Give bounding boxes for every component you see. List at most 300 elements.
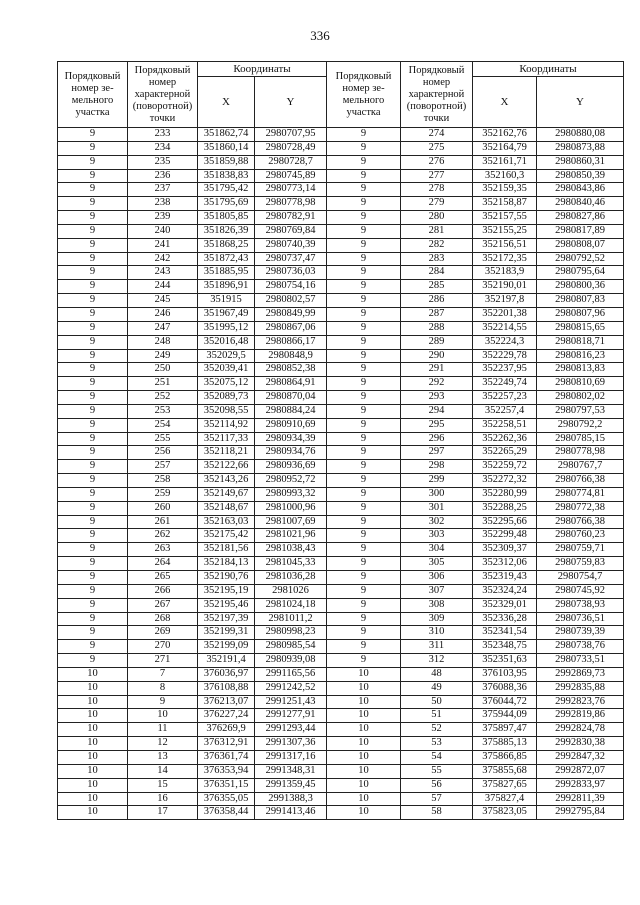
cell-x-coordinate: 352195,46	[198, 598, 255, 612]
cell-x-coordinate-right: 375866,85	[473, 750, 537, 764]
cell-y-coordinate: 2980740,39	[255, 238, 327, 252]
cell-plot-number-right: 9	[327, 543, 401, 557]
cell-y-coordinate-right: 2980795,64	[537, 266, 624, 280]
cell-point-number: 11	[128, 723, 198, 737]
cell-x-coordinate: 352149,67	[198, 487, 255, 501]
cell-x-coordinate: 352029,5	[198, 349, 255, 363]
cell-plot-number-right: 9	[327, 294, 401, 308]
cell-plot-number: 9	[58, 197, 128, 211]
table-row	[58, 515, 624, 529]
cell-plot-number: 9	[58, 501, 128, 515]
cell-y-coordinate-right: 2980807,83	[537, 294, 624, 308]
cell-y-coordinate: 2980866,17	[255, 335, 327, 349]
cell-plot-number: 9	[58, 266, 128, 280]
cell-plot-number: 10	[58, 764, 128, 778]
cell-y-coordinate-right: 2980800,36	[537, 280, 624, 294]
header-y: Y	[255, 77, 327, 128]
cell-y-coordinate-right: 2992872,07	[537, 764, 624, 778]
cell-x-coordinate: 376355,05	[198, 792, 255, 806]
cell-point-number-right: 294	[401, 404, 473, 418]
header-coordinates-right: Координаты	[473, 62, 624, 77]
cell-x-coordinate-right: 352249,74	[473, 377, 537, 391]
cell-point-number: 253	[128, 404, 198, 418]
cell-x-coordinate: 351862,74	[198, 128, 255, 142]
cell-plot-number-right: 9	[327, 266, 401, 280]
cell-plot-number: 9	[58, 474, 128, 488]
table-row	[58, 598, 624, 612]
table-row	[58, 238, 624, 252]
cell-plot-number: 9	[58, 584, 128, 598]
cell-point-number-right: 309	[401, 612, 473, 626]
cell-y-coordinate: 2980802,57	[255, 294, 327, 308]
cell-x-coordinate: 376036,97	[198, 667, 255, 681]
cell-point-number: 263	[128, 543, 198, 557]
cell-plot-number: 10	[58, 737, 128, 751]
cell-x-coordinate: 351838,83	[198, 169, 255, 183]
table-row	[58, 335, 624, 349]
cell-x-coordinate: 351995,12	[198, 321, 255, 335]
cell-plot-number-right: 10	[327, 764, 401, 778]
cell-y-coordinate-right: 2980759,71	[537, 543, 624, 557]
table-row	[58, 571, 624, 585]
cell-plot-number: 9	[58, 155, 128, 169]
cell-x-coordinate: 352039,41	[198, 363, 255, 377]
cell-plot-number-right: 9	[327, 349, 401, 363]
cell-point-number-right: 53	[401, 737, 473, 751]
cell-x-coordinate: 352118,21	[198, 446, 255, 460]
cell-y-coordinate-right: 2992847,32	[537, 750, 624, 764]
cell-point-number: 260	[128, 501, 198, 515]
cell-point-number-right: 287	[401, 307, 473, 321]
cell-point-number: 248	[128, 335, 198, 349]
cell-y-coordinate: 2980952,72	[255, 474, 327, 488]
cell-plot-number: 9	[58, 640, 128, 654]
cell-point-number-right: 52	[401, 723, 473, 737]
cell-x-coordinate-right: 352280,99	[473, 487, 537, 501]
cell-point-number-right: 291	[401, 363, 473, 377]
cell-point-number: 13	[128, 750, 198, 764]
cell-x-coordinate-right: 375823,05	[473, 806, 537, 820]
cell-plot-number: 9	[58, 529, 128, 543]
table-header	[58, 62, 624, 128]
cell-x-coordinate-right: 352237,95	[473, 363, 537, 377]
cell-point-number-right: 304	[401, 543, 473, 557]
cell-y-coordinate-right: 2980840,46	[537, 197, 624, 211]
cell-point-number: 241	[128, 238, 198, 252]
table-row	[58, 557, 624, 571]
cell-x-coordinate-right: 352351,63	[473, 654, 537, 668]
cell-point-number: 271	[128, 654, 198, 668]
cell-x-coordinate-right: 375827,65	[473, 778, 537, 792]
cell-point-number-right: 275	[401, 141, 473, 155]
cell-plot-number-right: 9	[327, 654, 401, 668]
cell-y-coordinate-right: 2980759,83	[537, 557, 624, 571]
cell-x-coordinate-right: 352214,55	[473, 321, 537, 335]
table-row	[58, 723, 624, 737]
table-row	[58, 197, 624, 211]
cell-point-number-right: 58	[401, 806, 473, 820]
cell-y-coordinate-right: 2980810,69	[537, 377, 624, 391]
table-row	[58, 183, 624, 197]
cell-x-coordinate-right: 375897,47	[473, 723, 537, 737]
cell-x-coordinate: 351885,95	[198, 266, 255, 280]
cell-x-coordinate-right: 352201,38	[473, 307, 537, 321]
header-point-number-right: Порядковый номер характерной (поворотной) точки	[401, 62, 473, 128]
table-row	[58, 252, 624, 266]
cell-x-coordinate: 376353,94	[198, 764, 255, 778]
cell-point-number-right: 279	[401, 197, 473, 211]
table-row	[58, 141, 624, 155]
table-row	[58, 377, 624, 391]
cell-point-number-right: 283	[401, 252, 473, 266]
table-row	[58, 487, 624, 501]
table-row	[58, 584, 624, 598]
cell-y-coordinate-right: 2980873,88	[537, 141, 624, 155]
cell-x-coordinate: 352163,03	[198, 515, 255, 529]
cell-point-number: 262	[128, 529, 198, 543]
cell-point-number: 265	[128, 571, 198, 585]
cell-x-coordinate-right: 352229,78	[473, 349, 537, 363]
cell-x-coordinate-right: 352258,51	[473, 418, 537, 432]
cell-plot-number-right: 9	[327, 404, 401, 418]
cell-x-coordinate: 376358,44	[198, 806, 255, 820]
cell-plot-number-right: 9	[327, 363, 401, 377]
cell-plot-number: 9	[58, 571, 128, 585]
cell-plot-number: 9	[58, 612, 128, 626]
cell-y-coordinate: 2980737,47	[255, 252, 327, 266]
cell-y-coordinate: 2991388,3	[255, 792, 327, 806]
cell-y-coordinate: 2991317,16	[255, 750, 327, 764]
cell-x-coordinate-right: 352160,3	[473, 169, 537, 183]
cell-plot-number: 9	[58, 307, 128, 321]
cell-x-coordinate: 352143,26	[198, 474, 255, 488]
cell-y-coordinate-right: 2980778,98	[537, 446, 624, 460]
cell-x-coordinate-right: 376044,72	[473, 695, 537, 709]
cell-y-coordinate-right: 2980807,96	[537, 307, 624, 321]
cell-x-coordinate: 352197,39	[198, 612, 255, 626]
cell-y-coordinate-right: 2980843,86	[537, 183, 624, 197]
cell-point-number: 9	[128, 695, 198, 709]
cell-y-coordinate: 2981038,43	[255, 543, 327, 557]
table-row	[58, 737, 624, 751]
cell-y-coordinate: 2980985,54	[255, 640, 327, 654]
cell-x-coordinate-right: 352155,25	[473, 224, 537, 238]
cell-plot-number: 9	[58, 294, 128, 308]
cell-point-number: 10	[128, 709, 198, 723]
cell-plot-number: 9	[58, 626, 128, 640]
table-row	[58, 294, 624, 308]
cell-plot-number-right: 9	[327, 224, 401, 238]
cell-y-coordinate-right: 2980774,81	[537, 487, 624, 501]
cell-y-coordinate-right: 2992823,76	[537, 695, 624, 709]
table-row	[58, 363, 624, 377]
cell-point-number: 246	[128, 307, 198, 321]
cell-x-coordinate-right: 352299,48	[473, 529, 537, 543]
cell-plot-number: 9	[58, 404, 128, 418]
cell-plot-number-right: 9	[327, 460, 401, 474]
cell-y-coordinate: 2980936,69	[255, 460, 327, 474]
cell-point-number-right: 288	[401, 321, 473, 335]
cell-y-coordinate-right: 2980736,51	[537, 612, 624, 626]
cell-y-coordinate-right: 2980797,53	[537, 404, 624, 418]
table-row	[58, 626, 624, 640]
table-row	[58, 792, 624, 806]
cell-y-coordinate-right: 2992830,38	[537, 737, 624, 751]
cell-point-number: 252	[128, 391, 198, 405]
cell-point-number-right: 56	[401, 778, 473, 792]
cell-y-coordinate-right: 2980733,51	[537, 654, 624, 668]
cell-x-coordinate-right: 352272,32	[473, 474, 537, 488]
cell-y-coordinate: 2981021,96	[255, 529, 327, 543]
cell-y-coordinate: 2980852,38	[255, 363, 327, 377]
cell-point-number: 251	[128, 377, 198, 391]
cell-plot-number: 9	[58, 487, 128, 501]
cell-plot-number: 9	[58, 349, 128, 363]
cell-x-coordinate-right: 352224,3	[473, 335, 537, 349]
cell-x-coordinate-right: 375944,09	[473, 709, 537, 723]
cell-y-coordinate: 2980849,99	[255, 307, 327, 321]
table-row	[58, 764, 624, 778]
cell-y-coordinate: 2980728,49	[255, 141, 327, 155]
cell-point-number-right: 286	[401, 294, 473, 308]
cell-y-coordinate: 2981036,28	[255, 571, 327, 585]
cell-plot-number-right: 9	[327, 128, 401, 142]
cell-point-number: 14	[128, 764, 198, 778]
cell-x-coordinate-right: 352312,06	[473, 557, 537, 571]
cell-y-coordinate-right: 2980767,7	[537, 460, 624, 474]
table-row	[58, 432, 624, 446]
cell-point-number: 250	[128, 363, 198, 377]
cell-point-number-right: 297	[401, 446, 473, 460]
cell-x-coordinate-right: 352329,01	[473, 598, 537, 612]
cell-y-coordinate: 2991242,52	[255, 681, 327, 695]
cell-plot-number-right: 10	[327, 723, 401, 737]
cell-x-coordinate-right: 352324,24	[473, 584, 537, 598]
cell-plot-number-right: 9	[327, 169, 401, 183]
cell-x-coordinate-right: 352348,75	[473, 640, 537, 654]
table-row	[58, 640, 624, 654]
cell-x-coordinate: 352098,55	[198, 404, 255, 418]
cell-y-coordinate-right: 2980815,65	[537, 321, 624, 335]
cell-point-number-right: 50	[401, 695, 473, 709]
cell-y-coordinate: 2991359,45	[255, 778, 327, 792]
cell-point-number-right: 280	[401, 211, 473, 225]
cell-y-coordinate-right: 2980738,93	[537, 598, 624, 612]
cell-point-number: 270	[128, 640, 198, 654]
cell-plot-number: 10	[58, 681, 128, 695]
cell-plot-number-right: 9	[327, 626, 401, 640]
cell-y-coordinate: 2980884,24	[255, 404, 327, 418]
cell-point-number: 257	[128, 460, 198, 474]
cell-plot-number-right: 9	[327, 571, 401, 585]
cell-x-coordinate-right: 375885,13	[473, 737, 537, 751]
cell-y-coordinate: 2980993,32	[255, 487, 327, 501]
cell-y-coordinate: 2980728,7	[255, 155, 327, 169]
header-x-right: X	[473, 77, 537, 128]
cell-x-coordinate-right: 352257,4	[473, 404, 537, 418]
cell-x-coordinate-right: 352257,23	[473, 391, 537, 405]
cell-point-number: 268	[128, 612, 198, 626]
cell-point-number: 236	[128, 169, 198, 183]
cell-point-number: 264	[128, 557, 198, 571]
cell-x-coordinate-right: 352156,51	[473, 238, 537, 252]
cell-point-number: 234	[128, 141, 198, 155]
cell-x-coordinate: 352175,42	[198, 529, 255, 543]
cell-y-coordinate-right: 2980850,39	[537, 169, 624, 183]
cell-point-number-right: 292	[401, 377, 473, 391]
cell-point-number: 15	[128, 778, 198, 792]
cell-plot-number-right: 10	[327, 681, 401, 695]
cell-y-coordinate: 2991348,31	[255, 764, 327, 778]
cell-x-coordinate: 376269,9	[198, 723, 255, 737]
cell-plot-number-right: 9	[327, 487, 401, 501]
cell-plot-number: 10	[58, 792, 128, 806]
cell-point-number-right: 311	[401, 640, 473, 654]
table-row	[58, 654, 624, 668]
cell-y-coordinate: 2981011,2	[255, 612, 327, 626]
cell-x-coordinate: 351826,39	[198, 224, 255, 238]
cell-x-coordinate-right: 375827,4	[473, 792, 537, 806]
cell-x-coordinate: 352148,67	[198, 501, 255, 515]
cell-point-number: 244	[128, 280, 198, 294]
cell-y-coordinate-right: 2980880,08	[537, 128, 624, 142]
cell-y-coordinate-right: 2980754,7	[537, 571, 624, 585]
table-row	[58, 169, 624, 183]
cell-plot-number: 9	[58, 391, 128, 405]
cell-plot-number-right: 9	[327, 432, 401, 446]
cell-x-coordinate: 351795,42	[198, 183, 255, 197]
cell-plot-number: 10	[58, 667, 128, 681]
cell-x-coordinate: 376361,74	[198, 750, 255, 764]
cell-x-coordinate-right: 352309,37	[473, 543, 537, 557]
cell-plot-number-right: 9	[327, 155, 401, 169]
cell-point-number-right: 289	[401, 335, 473, 349]
cell-y-coordinate: 2980782,91	[255, 211, 327, 225]
cell-plot-number-right: 9	[327, 307, 401, 321]
cell-y-coordinate-right: 2980792,52	[537, 252, 624, 266]
cell-plot-number-right: 10	[327, 667, 401, 681]
cell-plot-number-right: 10	[327, 737, 401, 751]
cell-y-coordinate: 2980754,16	[255, 280, 327, 294]
cell-x-coordinate: 352075,12	[198, 377, 255, 391]
cell-point-number-right: 300	[401, 487, 473, 501]
cell-plot-number-right: 9	[327, 640, 401, 654]
cell-plot-number-right: 9	[327, 252, 401, 266]
cell-plot-number-right: 9	[327, 557, 401, 571]
cell-x-coordinate-right: 352157,55	[473, 211, 537, 225]
cell-plot-number-right: 9	[327, 391, 401, 405]
cell-plot-number: 9	[58, 446, 128, 460]
cell-plot-number: 9	[58, 280, 128, 294]
cell-plot-number: 10	[58, 778, 128, 792]
table-row	[58, 280, 624, 294]
cell-point-number-right: 312	[401, 654, 473, 668]
cell-plot-number-right: 9	[327, 418, 401, 432]
cell-x-coordinate: 351967,49	[198, 307, 255, 321]
cell-plot-number-right: 9	[327, 529, 401, 543]
cell-y-coordinate-right: 2992795,84	[537, 806, 624, 820]
cell-point-number: 242	[128, 252, 198, 266]
cell-x-coordinate-right: 352197,8	[473, 294, 537, 308]
table-row	[58, 211, 624, 225]
cell-plot-number: 10	[58, 695, 128, 709]
cell-y-coordinate: 2991251,43	[255, 695, 327, 709]
cell-y-coordinate-right: 2980739,39	[537, 626, 624, 640]
cell-plot-number-right: 9	[327, 598, 401, 612]
cell-point-number-right: 274	[401, 128, 473, 142]
cell-x-coordinate: 376351,15	[198, 778, 255, 792]
table-row	[58, 307, 624, 321]
cell-y-coordinate: 2980934,76	[255, 446, 327, 460]
cell-plot-number: 10	[58, 806, 128, 820]
cell-y-coordinate: 2980745,89	[255, 169, 327, 183]
table-row	[58, 750, 624, 764]
table-row	[58, 612, 624, 626]
cell-point-number: 247	[128, 321, 198, 335]
table-row	[58, 681, 624, 695]
cell-point-number-right: 48	[401, 667, 473, 681]
cell-point-number: 266	[128, 584, 198, 598]
cell-y-coordinate-right: 2980738,76	[537, 640, 624, 654]
cell-plot-number: 9	[58, 515, 128, 529]
cell-x-coordinate: 376227,24	[198, 709, 255, 723]
table-row	[58, 418, 624, 432]
cell-x-coordinate-right: 376088,36	[473, 681, 537, 695]
cell-plot-number-right: 10	[327, 709, 401, 723]
cell-x-coordinate: 351915	[198, 294, 255, 308]
cell-plot-number: 9	[58, 335, 128, 349]
cell-y-coordinate-right: 2980827,86	[537, 211, 624, 225]
cell-x-coordinate: 352190,76	[198, 571, 255, 585]
cell-plot-number: 9	[58, 432, 128, 446]
table-row	[58, 695, 624, 709]
cell-y-coordinate: 2981026	[255, 584, 327, 598]
table-row	[58, 446, 624, 460]
cell-y-coordinate-right: 2980772,38	[537, 501, 624, 515]
cell-point-number: 12	[128, 737, 198, 751]
cell-x-coordinate: 352181,56	[198, 543, 255, 557]
cell-x-coordinate-right: 352295,66	[473, 515, 537, 529]
table-row	[58, 543, 624, 557]
cell-plot-number-right: 10	[327, 778, 401, 792]
cell-y-coordinate-right: 2992824,78	[537, 723, 624, 737]
cell-x-coordinate: 352199,09	[198, 640, 255, 654]
cell-y-coordinate-right: 2980802,02	[537, 391, 624, 405]
cell-y-coordinate-right: 2992819,86	[537, 709, 624, 723]
cell-point-number: 245	[128, 294, 198, 308]
cell-point-number-right: 54	[401, 750, 473, 764]
cell-point-number-right: 49	[401, 681, 473, 695]
cell-x-coordinate: 352114,92	[198, 418, 255, 432]
cell-plot-number: 9	[58, 543, 128, 557]
cell-plot-number: 9	[58, 141, 128, 155]
cell-y-coordinate-right: 2992833,97	[537, 778, 624, 792]
cell-plot-number-right: 10	[327, 695, 401, 709]
table-body	[58, 128, 624, 820]
cell-y-coordinate-right: 2980817,89	[537, 224, 624, 238]
cell-plot-number: 9	[58, 128, 128, 142]
cell-point-number: 254	[128, 418, 198, 432]
cell-y-coordinate: 2981045,33	[255, 557, 327, 571]
cell-plot-number-right: 9	[327, 141, 401, 155]
cell-x-coordinate-right: 352319,43	[473, 571, 537, 585]
table-row	[58, 224, 624, 238]
cell-point-number: 243	[128, 266, 198, 280]
cell-x-coordinate: 352117,33	[198, 432, 255, 446]
cell-point-number: 255	[128, 432, 198, 446]
cell-plot-number: 9	[58, 654, 128, 668]
page-number: 336	[310, 28, 330, 43]
